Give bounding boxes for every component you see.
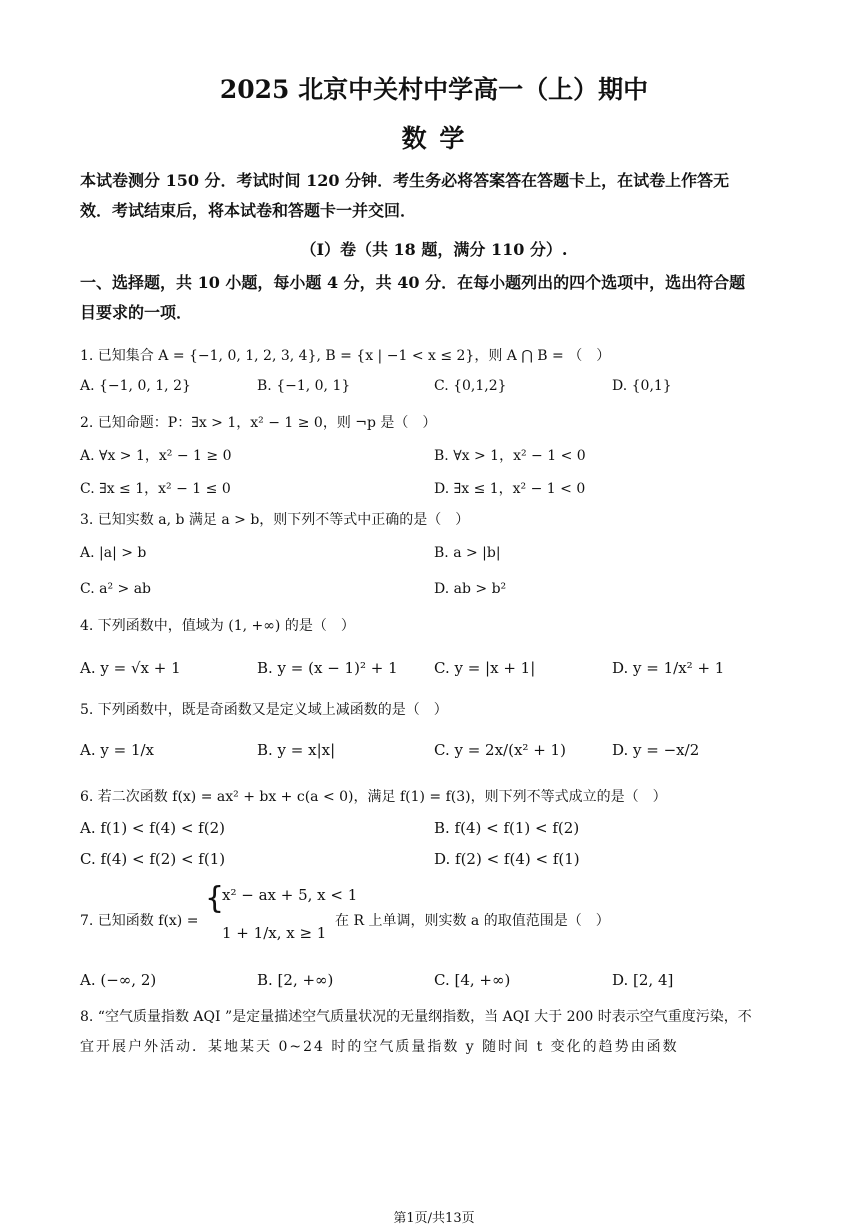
section-line-1: 一、选择题，共 10 小题，每小题 4 分，共 40 分．在每小题列出的四个选项中，选出符合题 bbox=[80, 273, 746, 292]
q7-piece-1: x² − ax + 5, x < 1 bbox=[222, 886, 358, 904]
section-heading bbox=[80, 268, 792, 328]
q1-option-b: B. {−1, 0, 1} bbox=[257, 378, 351, 394]
q7-option-d: D. [2, 4] bbox=[612, 971, 674, 989]
q3-option-c: C. a² > ab bbox=[80, 581, 152, 597]
page-footer: 第1页/共13页 bbox=[393, 1211, 475, 1226]
part-heading: （I）卷（共 18 题，满分 110 分）. bbox=[300, 240, 568, 259]
q4-option-d: D. y = 1/x² + 1 bbox=[612, 659, 725, 677]
q6-option-b: B. f(4) < f(1) < f(2) bbox=[434, 819, 580, 837]
q7-piece-2: 1 + 1/x, x ≥ 1 bbox=[222, 924, 327, 942]
q5-option-c: C. y = 2x/(x² + 1) bbox=[434, 741, 566, 759]
q3-option-a: A. |a| > b bbox=[80, 545, 147, 561]
notice-line-1: 本试卷测分 150 分．考试时间 120 分钟．考生务必将答案答在答题卡上，在试卷上作答无 bbox=[80, 171, 730, 190]
question-1-stem: 1. 已知集合 A = {−1, 0, 1, 2, 3, 4}, B = {x | −1 < x ≤ 2}，则 A ⋂ B = （ ） bbox=[80, 348, 611, 364]
question-6-stem: 6. 若二次函数 f(x) = ax² + bx + c(a < 0)，满足 f(1) = f(3)，则下列不等式成立的是（ ） bbox=[80, 789, 667, 805]
question-8 bbox=[80, 1002, 792, 1062]
question-4-stem: 4. 下列函数中，值域为 (1, +∞) 的是（ ） bbox=[80, 618, 355, 634]
q6-option-c: C. f(4) < f(2) < f(1) bbox=[80, 850, 226, 868]
q6-option-d: D. f(2) < f(4) < f(1) bbox=[434, 850, 580, 868]
q5-option-b: B. y = x|x| bbox=[257, 741, 336, 759]
q2-option-c: C. ∃x ≤ 1，x² − 1 ≤ 0 bbox=[80, 481, 231, 497]
question-5-stem: 5. 下列函数中，既是奇函数又是定义域上减函数的是（ ） bbox=[80, 702, 448, 718]
notice-line-2: 效．考试结束后，将本试卷和答题卡一并交回． bbox=[80, 201, 417, 220]
q4-option-a: A. y = √x + 1 bbox=[80, 659, 181, 677]
q3-option-d: D. ab > b² bbox=[434, 581, 507, 597]
question-3-stem: 3. 已知实数 a, b 满足 a > b，则下列不等式中正确的是（ ） bbox=[80, 512, 470, 528]
question-2-stem: 2. 已知命题：P：∃x > 1，x² − 1 ≥ 0，则 ¬p 是（ ） bbox=[80, 415, 437, 431]
q6-option-a: A. f(1) < f(4) < f(2) bbox=[80, 819, 225, 837]
q1-option-c: C. {0,1,2} bbox=[434, 378, 507, 394]
q7-option-a: A. (−∞, 2) bbox=[80, 971, 157, 989]
question-7-suffix: 在 R 上单调，则实数 a 的取值范围是（ ） bbox=[335, 913, 610, 929]
brace-symbol: { bbox=[205, 881, 225, 916]
question-8-line-1: 8. “空气质量指数 AQI ”是定量描述空气质量状况的无量纲指数，当 AQI 大于 200 时表示空气重度污染，不 bbox=[80, 1009, 752, 1025]
section-line-2: 目要求的一项． bbox=[80, 303, 193, 322]
q2-option-b: B. ∀x > 1，x² − 1 < 0 bbox=[434, 448, 586, 464]
q7-option-b: B. [2, +∞) bbox=[257, 971, 334, 989]
q4-option-c: C. y = |x + 1| bbox=[434, 659, 536, 677]
q2-option-d: D. ∃x ≤ 1，x² − 1 < 0 bbox=[434, 481, 586, 497]
q2-option-a: A. ∀x > 1，x² − 1 ≥ 0 bbox=[80, 448, 232, 464]
q5-option-a: A. y = 1/x bbox=[80, 741, 155, 759]
exam-notice bbox=[80, 166, 792, 226]
q1-option-a: A. {−1, 0, 1, 2} bbox=[80, 378, 191, 394]
q7-option-c: C. [4, +∞) bbox=[434, 971, 511, 989]
q5-option-d: D. y = −x/2 bbox=[612, 741, 700, 759]
q4-option-b: B. y = (x − 1)² + 1 bbox=[257, 659, 398, 677]
subject-title: 数 学 bbox=[401, 124, 467, 153]
page-title: 2025 北京中关村中学高一（上）期中 bbox=[219, 75, 649, 104]
q1-option-d: D. {0,1} bbox=[612, 378, 672, 394]
question-8-line-2: 宜开展户外活动．某地某天 0~24 时的空气质量指数 y 随时间 t 变化的趋势由函数 bbox=[80, 1039, 679, 1055]
q3-option-b: B. a > |b| bbox=[434, 545, 501, 561]
question-7-prefix: 7. 已知函数 f(x) = bbox=[80, 913, 199, 929]
